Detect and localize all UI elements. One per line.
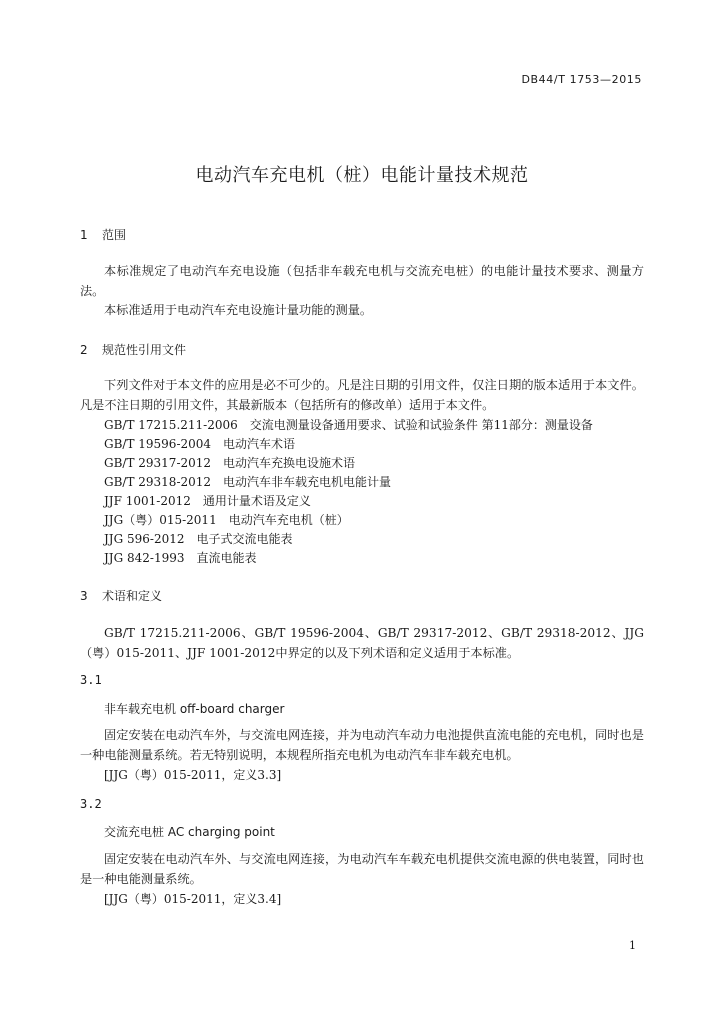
reference-item: JJG 596-2012 电子式交流电能表 xyxy=(104,532,293,546)
section-title: 范围 xyxy=(102,228,127,242)
section-number: 1 xyxy=(80,228,88,242)
section-title: 规范性引用文件 xyxy=(102,343,187,357)
definition-3-2: 固定安装在电动汽车外、与交流电网连接，为电动汽车车载充电机提供交流电源的供电装置，同时也是一种电能测量系统。 xyxy=(80,852,644,886)
reference-item: JJG（粤）015-2011 电动汽车充电机（桩） xyxy=(104,513,349,527)
section-title: 术语和定义 xyxy=(102,589,163,603)
section-3-paragraph-1: GB/T 17215.211-2006、GB/T 19596-2004、GB/T 29317-2012、GB/T 29318-2012、JJG（粤）015-2011、JJF 1001-2012中界定的以及下列术语和定义适用于本标准。 xyxy=(80,626,644,660)
section-number: 2 xyxy=(80,343,88,357)
section-1-paragraph-1: 本标准规定了电动汽车充电设施（包括非车载充电机与交流充电桩）的电能计量技术要求、测量方法。 xyxy=(80,264,644,298)
section-2-heading xyxy=(80,341,186,358)
section-1-paragraph-2: 本标准适用于电动汽车充电设施计量功能的测量。 xyxy=(104,303,373,317)
reference-item: GB/T 29318-2012 电动汽车非车载充电机电能计量 xyxy=(104,475,392,489)
section-number: 3 xyxy=(80,589,88,603)
reference-item: GB/T 29317-2012 电动汽车充换电设施术语 xyxy=(104,456,356,470)
definition-3-1-source: [JJG（粤）015-2011，定义3.3] xyxy=(104,768,282,782)
section-3-heading xyxy=(80,587,162,604)
reference-item: JJG 842-1993 直流电能表 xyxy=(104,551,257,565)
reference-item: JJF 1001-2012 通用计量术语及定义 xyxy=(104,494,311,508)
definition-3-2-source: [JJG（粤）015-2011，定义3.4] xyxy=(104,892,282,906)
subsection-3-1-number: 3.1 xyxy=(80,673,102,687)
section-2-paragraph-1: 下列文件对于本文件的应用是必不可少的。凡是注日期的引用文件，仅注日期的版本适用于本文件。凡是不注日期的引用文件，其最新版本（包括所有的修改单）适用于本文件。 xyxy=(80,378,644,412)
page-number: 1 xyxy=(629,939,636,952)
definition-3-1: 固定安装在电动汽车外，与交流电网连接，并为电动汽车动力电池提供直流电能的充电机，同时也是一种电能测量系统。若无特别说明，本规程所指充电机为电动汽车非车载充电机。 xyxy=(80,728,644,762)
section-1-heading xyxy=(80,226,126,243)
term-3-1: 非车载充电机 off-board charger xyxy=(104,702,285,716)
reference-item: GB/T 19596-2004 电动汽车术语 xyxy=(104,437,296,451)
term-3-2: 交流充电桩 AC charging point xyxy=(104,825,275,839)
subsection-3-2-number: 3.2 xyxy=(80,797,102,811)
standard-code-header: DB44/T 1753—2015 xyxy=(521,73,642,86)
reference-item: GB/T 17215.211-2006 交流电测量设备通用要求、试验和试验条件 第11部分：测量设备 xyxy=(104,418,593,432)
document-title: 电动汽车充电机（桩）电能计量技术规范 xyxy=(195,165,529,186)
